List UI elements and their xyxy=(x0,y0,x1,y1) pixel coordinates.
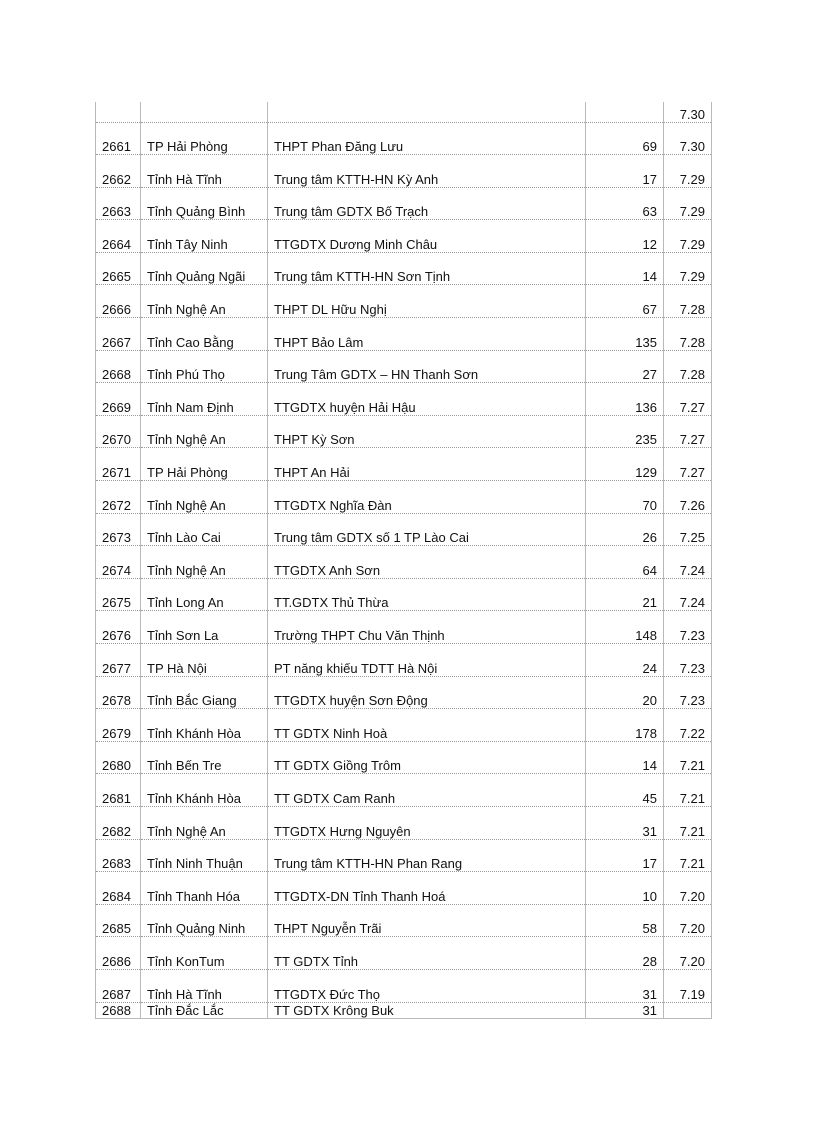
cell-province: Tỉnh Thanh Hóa xyxy=(141,872,268,905)
cell-score: 7.23 xyxy=(664,644,712,677)
cell-province: Tỉnh KonTum xyxy=(141,937,268,970)
table-row xyxy=(96,774,712,807)
cell-province: Tỉnh Lào Cai xyxy=(141,513,268,546)
cell-school: TTGDTX Đức Thọ xyxy=(268,969,586,1002)
cell-score: 7.23 xyxy=(664,676,712,709)
cell-score: 7.29 xyxy=(664,187,712,220)
cell-province: Tỉnh Hà Tĩnh xyxy=(141,155,268,188)
table-row xyxy=(96,741,712,774)
cell-count: 178 xyxy=(586,709,664,742)
cell-school: TT GDTX Krông Buk xyxy=(268,1002,586,1018)
cell-school: TTGDTX-DN Tỉnh Thanh Hoá xyxy=(268,872,586,905)
table-row xyxy=(96,448,712,481)
cell-score: 7.29 xyxy=(664,220,712,253)
table-row xyxy=(96,904,712,937)
cell-score: 7.29 xyxy=(664,155,712,188)
cell-score: 7.30 xyxy=(664,122,712,155)
cell-score: 7.27 xyxy=(664,415,712,448)
cell-count: 64 xyxy=(586,546,664,579)
cell-no: 2687 xyxy=(96,969,141,1002)
cell-school: TT GDTX Tỉnh xyxy=(268,937,586,970)
cell-no: 2685 xyxy=(96,904,141,937)
cell-no: 2665 xyxy=(96,252,141,285)
cell-count: 31 xyxy=(586,1002,664,1018)
cell-province: Tỉnh Nghệ An xyxy=(141,806,268,839)
cell-province: TP Hà Nội xyxy=(141,644,268,677)
cell-province: Tỉnh Quảng Bình xyxy=(141,187,268,220)
cell-no: 2675 xyxy=(96,578,141,611)
cell-score: 7.28 xyxy=(664,285,712,318)
cell-score: 7.24 xyxy=(664,578,712,611)
cell-no: 2682 xyxy=(96,806,141,839)
cell-province: TP Hải Phòng xyxy=(141,122,268,155)
table-row xyxy=(96,969,712,1002)
cell-school: TT GDTX Ninh Hoà xyxy=(268,709,586,742)
cell-school: Trung tâm GDTX số 1 TP Lào Cai xyxy=(268,513,586,546)
cell-count: 58 xyxy=(586,904,664,937)
cell-count: 20 xyxy=(586,676,664,709)
cell-province: Tỉnh Nghệ An xyxy=(141,415,268,448)
cell-count: 31 xyxy=(586,806,664,839)
cell-no: 2688 xyxy=(96,1002,141,1018)
cell-school: TTGDTX huyện Sơn Động xyxy=(268,676,586,709)
cell-score: 7.21 xyxy=(664,774,712,807)
cell-province: Tỉnh Bắc Giang xyxy=(141,676,268,709)
cell-no: 2662 xyxy=(96,155,141,188)
cell-score: 7.27 xyxy=(664,448,712,481)
cell-school: THPT Phan Đăng Lưu xyxy=(268,122,586,155)
cell-province: Tỉnh Sơn La xyxy=(141,611,268,644)
cell-count: 148 xyxy=(586,611,664,644)
cell-school: THPT DL Hữu Nghị xyxy=(268,285,586,318)
table-row xyxy=(96,285,712,318)
cell-school: Trung tâm KTTH-HN Phan Rang xyxy=(268,839,586,872)
cell-school: TT.GDTX Thủ Thừa xyxy=(268,578,586,611)
cell-province: Tỉnh Nghệ An xyxy=(141,546,268,579)
cell-count: 70 xyxy=(586,481,664,514)
cell-school xyxy=(268,102,586,122)
table-row xyxy=(96,318,712,351)
cell-school: THPT Bảo Lâm xyxy=(268,318,586,351)
cell-count: 28 xyxy=(586,937,664,970)
cell-count: 26 xyxy=(586,513,664,546)
cell-no: 2669 xyxy=(96,383,141,416)
table-row xyxy=(96,611,712,644)
cell-count: 10 xyxy=(586,872,664,905)
cell-count: 135 xyxy=(586,318,664,351)
cell-no: 2663 xyxy=(96,187,141,220)
cell-count: 69 xyxy=(586,122,664,155)
table-row xyxy=(96,676,712,709)
cell-school: PT năng khiếu TDTT Hà Nội xyxy=(268,644,586,677)
cell-province: Tỉnh Nam Định xyxy=(141,383,268,416)
cell-no: 2677 xyxy=(96,644,141,677)
cell-province: Tỉnh Long An xyxy=(141,578,268,611)
cell-no: 2661 xyxy=(96,122,141,155)
cell-count: 24 xyxy=(586,644,664,677)
cell-count: 63 xyxy=(586,187,664,220)
table-row xyxy=(96,220,712,253)
cell-school: Trung tâm KTTH-HN Kỳ Anh xyxy=(268,155,586,188)
cell-school: TTGDTX huyện Hải Hậu xyxy=(268,383,586,416)
cell-province: Tỉnh Bến Tre xyxy=(141,741,268,774)
cell-school: Trung Tâm GDTX – HN Thanh Sơn xyxy=(268,350,586,383)
cell-count: 21 xyxy=(586,578,664,611)
table-row xyxy=(96,578,712,611)
cell-no: 2674 xyxy=(96,546,141,579)
cell-count: 17 xyxy=(586,155,664,188)
cell-score: 7.23 xyxy=(664,611,712,644)
cell-school: TTGDTX Nghĩa Đàn xyxy=(268,481,586,514)
table-row xyxy=(96,350,712,383)
cell-school: THPT Kỳ Sơn xyxy=(268,415,586,448)
table-row xyxy=(96,122,712,155)
cell-school: TTGDTX Anh Sơn xyxy=(268,546,586,579)
cell-no: 2676 xyxy=(96,611,141,644)
results-table xyxy=(95,102,712,1019)
cell-count: 129 xyxy=(586,448,664,481)
cell-score: 7.28 xyxy=(664,318,712,351)
cell-province: Tỉnh Hà Tĩnh xyxy=(141,969,268,1002)
cell-score: 7.26 xyxy=(664,481,712,514)
cell-no: 2673 xyxy=(96,513,141,546)
cell-score: 7.22 xyxy=(664,709,712,742)
cell-count: 45 xyxy=(586,774,664,807)
cell-province: Tỉnh Quảng Ngãi xyxy=(141,252,268,285)
cell-school: TT GDTX Cam Ranh xyxy=(268,774,586,807)
cell-score: 7.21 xyxy=(664,741,712,774)
cell-province: TP Hải Phòng xyxy=(141,448,268,481)
cell-no: 2667 xyxy=(96,318,141,351)
cell-score: 7.28 xyxy=(664,350,712,383)
cell-no: 2683 xyxy=(96,839,141,872)
cell-no: 2672 xyxy=(96,481,141,514)
cell-school: Trung tâm GDTX Bố Trạch xyxy=(268,187,586,220)
table-row xyxy=(96,187,712,220)
cell-score: 7.24 xyxy=(664,546,712,579)
cell-score: 7.21 xyxy=(664,839,712,872)
cell-province: Tỉnh Phú Thọ xyxy=(141,350,268,383)
cell-no: 2686 xyxy=(96,937,141,970)
cell-province: Tỉnh Khánh Hòa xyxy=(141,774,268,807)
cell-no: 2666 xyxy=(96,285,141,318)
cell-count: 27 xyxy=(586,350,664,383)
cell-count: 14 xyxy=(586,741,664,774)
cell-score: 7.29 xyxy=(664,252,712,285)
cell-school: TTGDTX Dương Minh Châu xyxy=(268,220,586,253)
cell-no: 2670 xyxy=(96,415,141,448)
cell-school: THPT An Hải xyxy=(268,448,586,481)
cell-school: TT GDTX Giồng Trôm xyxy=(268,741,586,774)
cell-count: 136 xyxy=(586,383,664,416)
cell-province: Tỉnh Tây Ninh xyxy=(141,220,268,253)
cell-no: 2684 xyxy=(96,872,141,905)
cell-count: 14 xyxy=(586,252,664,285)
cell-province: Tỉnh Ninh Thuận xyxy=(141,839,268,872)
cell-province: Tỉnh Nghệ An xyxy=(141,481,268,514)
table-row xyxy=(96,872,712,905)
table-row xyxy=(96,252,712,285)
cell-school: THPT Nguyễn Trãi xyxy=(268,904,586,937)
cell-province: Tỉnh Nghệ An xyxy=(141,285,268,318)
cell-no xyxy=(96,102,141,122)
table-row xyxy=(96,513,712,546)
cell-province: Tỉnh Quảng Ninh xyxy=(141,904,268,937)
table-row xyxy=(96,1002,712,1018)
cell-no: 2681 xyxy=(96,774,141,807)
table-row xyxy=(96,709,712,742)
table-row xyxy=(96,102,712,122)
cell-province: Tỉnh Đắc Lắc xyxy=(141,1002,268,1018)
cell-no: 2671 xyxy=(96,448,141,481)
cell-no: 2678 xyxy=(96,676,141,709)
cell-score: 7.21 xyxy=(664,806,712,839)
cell-no: 2679 xyxy=(96,709,141,742)
cell-province xyxy=(141,102,268,122)
cell-school: Trường THPT Chu Văn Thịnh xyxy=(268,611,586,644)
table-row xyxy=(96,839,712,872)
cell-school: TTGDTX Hưng Nguyên xyxy=(268,806,586,839)
table-row xyxy=(96,383,712,416)
cell-score xyxy=(664,1002,712,1018)
cell-no: 2680 xyxy=(96,741,141,774)
table-row xyxy=(96,481,712,514)
cell-count: 17 xyxy=(586,839,664,872)
cell-count: 67 xyxy=(586,285,664,318)
cell-score: 7.20 xyxy=(664,937,712,970)
table-row xyxy=(96,415,712,448)
table-row xyxy=(96,155,712,188)
cell-score: 7.19 xyxy=(664,969,712,1002)
table-row xyxy=(96,937,712,970)
cell-no: 2668 xyxy=(96,350,141,383)
cell-no: 2664 xyxy=(96,220,141,253)
cell-score: 7.20 xyxy=(664,904,712,937)
table-row xyxy=(96,806,712,839)
cell-count: 12 xyxy=(586,220,664,253)
cell-score: 7.30 xyxy=(664,102,712,122)
cell-score: 7.25 xyxy=(664,513,712,546)
cell-count xyxy=(586,102,664,122)
cell-school: Trung tâm KTTH-HN Sơn Tịnh xyxy=(268,252,586,285)
cell-count: 31 xyxy=(586,969,664,1002)
cell-province: Tỉnh Cao Bằng xyxy=(141,318,268,351)
table-row xyxy=(96,546,712,579)
cell-province: Tỉnh Khánh Hòa xyxy=(141,709,268,742)
cell-count: 235 xyxy=(586,415,664,448)
cell-score: 7.20 xyxy=(664,872,712,905)
cell-score: 7.27 xyxy=(664,383,712,416)
table-row xyxy=(96,644,712,677)
